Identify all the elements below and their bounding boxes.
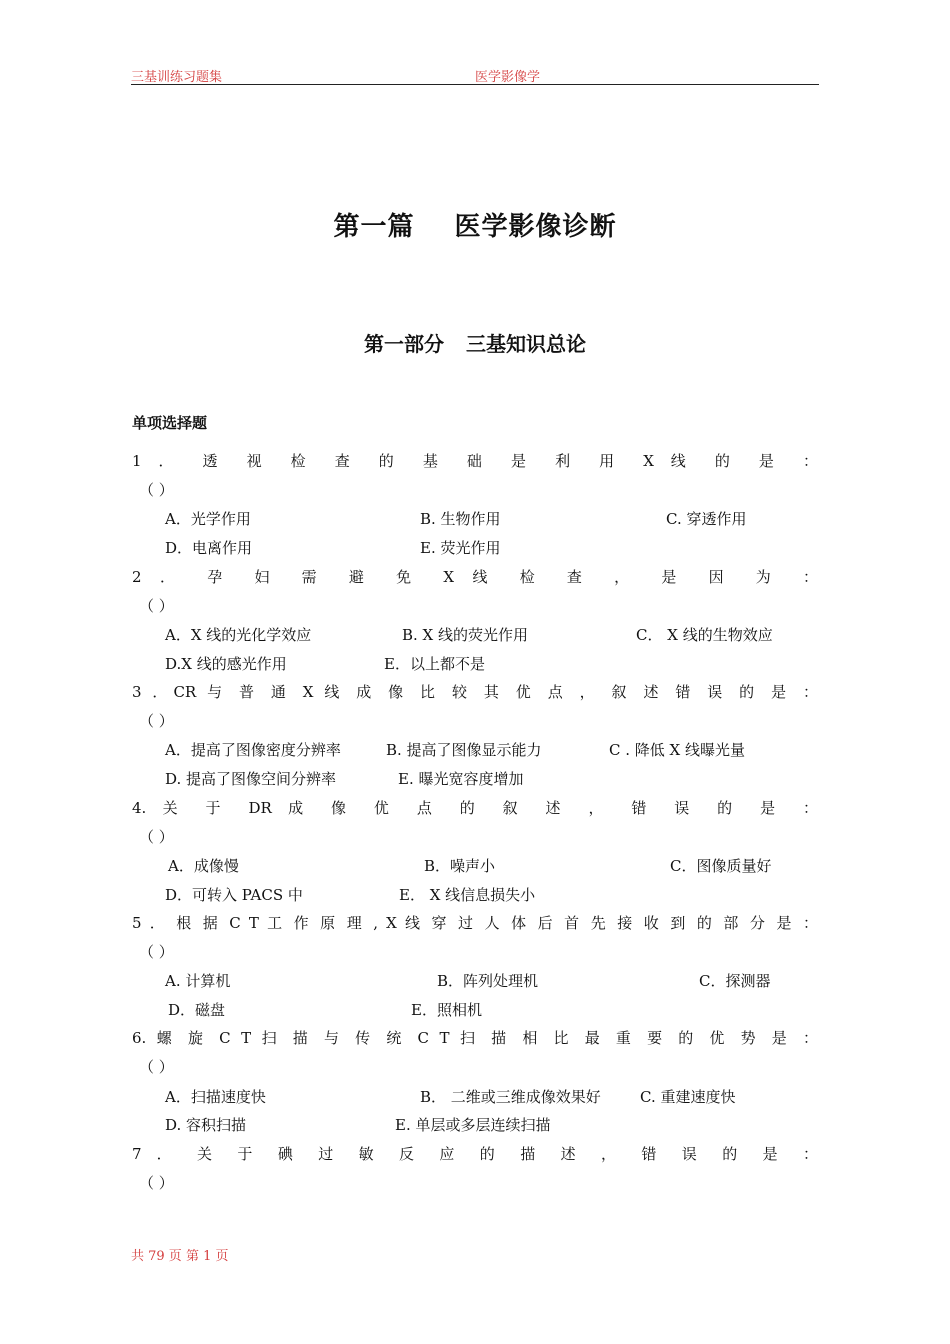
- section-name: 三基知识总论: [466, 332, 586, 356]
- question-6-option-b[interactable]: B． 二维或三维成像效果好: [420, 1088, 601, 1106]
- question-6-option-d[interactable]: D. 容积扫描: [165, 1116, 247, 1134]
- page-footer: 共 79 页 第 1 页: [131, 1249, 229, 1264]
- question-5-stem: 5 ． 根 据 C T 工 作 原 理 , X 线 穿 过 人 体 后 首 先 接 收 到 的 部 分 是 ：: [132, 914, 818, 932]
- question-1-option-d[interactable]: D．电离作用: [165, 539, 253, 557]
- part-title: [0, 206, 950, 243]
- question-1-blank: （ ）: [139, 481, 174, 499]
- question-7-stem: 7 ． 关 于 碘 过 敏 反 应 的 描 述 ， 错 误 的 是 ：: [132, 1145, 818, 1163]
- question-4-option-b[interactable]: B．噪声小: [424, 857, 496, 875]
- question-type-heading: 单项选择题: [132, 414, 208, 432]
- section-title: [0, 328, 950, 357]
- page-header: [131, 66, 819, 85]
- question-5-option-c[interactable]: C．探测器: [699, 972, 771, 990]
- question-5-option-e[interactable]: E．照相机: [411, 1001, 482, 1019]
- question-3-option-c[interactable]: C . 降低 X 线曝光量: [609, 741, 745, 759]
- question-2-option-c[interactable]: C． X 线的生物效应: [636, 626, 773, 644]
- header-center-title: 医学影像学: [475, 70, 541, 85]
- question-4-option-d[interactable]: D．可转入 PACS 中: [165, 886, 303, 904]
- question-6-option-c[interactable]: C. 重建速度快: [640, 1088, 736, 1106]
- part-number: 第一篇: [333, 212, 415, 242]
- question-4-option-c[interactable]: C．图像质量好: [670, 857, 772, 875]
- question-3-option-b[interactable]: B. 提高了图像显示能力: [386, 741, 542, 759]
- question-3-blank: （ ）: [139, 712, 174, 730]
- question-5-option-a[interactable]: A. 计算机: [165, 972, 231, 990]
- question-5-blank: （ ）: [139, 943, 174, 961]
- question-4-blank: （ ）: [139, 828, 174, 846]
- question-4-option-a[interactable]: A．成像慢: [168, 857, 239, 875]
- question-4-stem: 4. 关 于 DR 成 像 优 点 的 叙 述 ， 错 误 的 是 ：: [132, 799, 818, 817]
- question-6-blank: （ ）: [139, 1058, 174, 1076]
- question-3-option-a[interactable]: A．提高了图像密度分辨率: [165, 741, 341, 759]
- question-6-option-e[interactable]: E. 单层或多层连续扫描: [395, 1116, 551, 1134]
- question-3-option-d[interactable]: D. 提高了图像空间分辨率: [165, 770, 337, 788]
- question-2-option-e[interactable]: E．以上都不是: [384, 655, 485, 673]
- question-2-option-d[interactable]: D.X 线的感光作用: [165, 655, 287, 673]
- question-2-stem: 2 ． 孕 妇 需 避 免 X 线 检 查 ， 是 因 为 ：: [132, 568, 818, 586]
- question-1-option-b[interactable]: B. 生物作用: [420, 510, 501, 528]
- part-name: 医学影像诊断: [454, 212, 617, 242]
- question-4-option-e[interactable]: E． X 线信息损失小: [399, 886, 536, 904]
- question-2-option-a[interactable]: A．X 线的光化学效应: [165, 626, 312, 644]
- question-6-option-a[interactable]: A．扫描速度快: [165, 1088, 266, 1106]
- question-2-blank: （ ）: [139, 597, 174, 615]
- question-1-option-c[interactable]: C. 穿透作用: [666, 510, 747, 528]
- section-number: 第一部分: [364, 332, 444, 356]
- question-1-option-a[interactable]: A．光学作用: [165, 510, 251, 528]
- header-left-title: 三基训练习题集: [131, 70, 223, 85]
- question-5-option-d[interactable]: D．磁盘: [168, 1001, 226, 1019]
- question-2-option-b[interactable]: B. X 线的荧光作用: [402, 626, 529, 644]
- question-3-stem: 3 ．CR 与 普 通 X 线 成 像 比 较 其 优 点 ， 叙 述 错 误 的 是 ：: [132, 683, 818, 701]
- question-1-stem: 1 ． 透 视 检 查 的 基 础 是 利 用 X 线 的 是 ：: [132, 452, 818, 470]
- question-3-option-e[interactable]: E. 曝光宽容度增加: [398, 770, 524, 788]
- question-1-option-e[interactable]: E. 荧光作用: [420, 539, 501, 557]
- question-7-blank: （ ）: [139, 1174, 174, 1192]
- question-5-option-b[interactable]: B．阵列处理机: [437, 972, 539, 990]
- question-6-stem: 6. 螺 旋 C T 扫 描 与 传 统 C T 扫 描 相 比 最 重 要 的 优 势 是 ：: [132, 1029, 818, 1047]
